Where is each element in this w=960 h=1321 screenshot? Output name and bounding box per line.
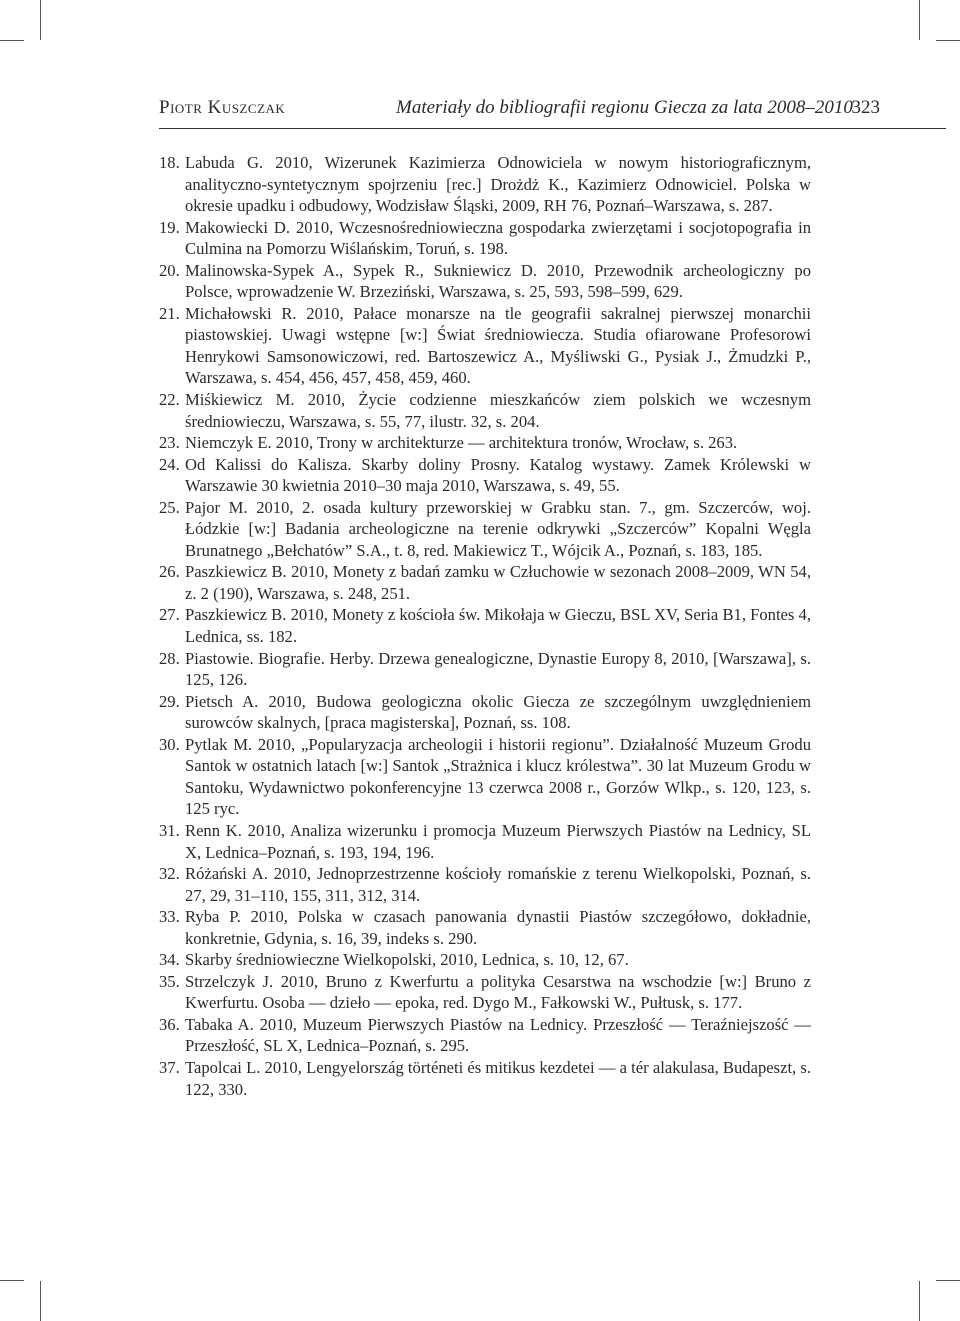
reference-number: 21. [159, 303, 180, 323]
header-author: Piotr Kuszczak [159, 97, 286, 118]
reference-number: 29. [159, 691, 180, 711]
crop-mark-bottom-left-horizontal [0, 1280, 24, 1281]
reference-text: Pytlak M. 2010, „Popularyzacja archeologii i historii regionu”. Działalność Muzeum Grodu Santok w ostatnich latach [w:] Santok „Strażnica i klucz królestwa”. 30 lat Muzeum Grodu w Santoku, Wydawnictwo pokonferencyjne 13 czerwca 2008 r., Gorzów Wlkp., s. 120, 123, s. 125 ryc. [185, 734, 811, 819]
reference-number: 33. [159, 907, 180, 927]
reference-number: 37. [159, 1057, 180, 1077]
header-rule [159, 128, 946, 129]
reference-text: Niemczyk E. 2010, Trony w architekturze — architektura tronów, Wrocław, s. 263. [185, 433, 738, 453]
reference-item [159, 152, 811, 217]
reference-item [159, 260, 811, 303]
reference-item [159, 561, 811, 604]
crop-mark-bottom-left [40, 1281, 41, 1321]
reference-number: 18. [159, 153, 180, 172]
reference-item [159, 949, 811, 971]
running-header [159, 97, 883, 127]
reference-item [159, 691, 811, 734]
reference-item [159, 217, 811, 260]
header-journal-title: Materiały do bibliografii regionu Giecza za lata 2008–2010 [396, 97, 853, 118]
reference-number: 27. [159, 605, 180, 625]
reference-text: Ryba P. 2010, Polska w czasach panowania dynastii Piastów szczegółowo, dokładnie, konkretnie, Gdynia, s. 16, 39, indeks s. 290. [185, 907, 811, 948]
reference-text: Piastowie. Biografie. Herby. Drzewa genealogiczne, Dynastie Europy 8, 2010, [Warszawa], s. 125, 126. [185, 648, 811, 690]
reference-text: Tapolcai L. 2010, Lengyelország történeti és mitikus kezdetei — a tér alakulasa, Budapeszt, s. 122, 330. [185, 1057, 811, 1099]
crop-mark-top-right [919, 0, 920, 40]
reference-item [159, 820, 811, 863]
reference-number: 30. [159, 734, 180, 754]
reference-item [159, 971, 811, 1014]
reference-item [159, 454, 811, 497]
reference-number: 31. [159, 820, 180, 840]
reference-text: Paszkiewicz B. 2010, Monety z kościoła św. Mikołaja w Gieczu, BSL XV, Seria B1, Fontes 4, Lednica, ss. 182. [185, 605, 811, 647]
reference-text: Pajor M. 2010, 2. osada kultury przeworskiej w Grabku stan. 7., gm. Szczerców, woj. Łódzkie [w:] Badania archeologiczne na terenie odkrywki „Szczerców” Kopalni Węgla Brunatnego „Bełchatów” S.A., t. 8, red. Makiewicz T., Wójcik A., Poznań, s. 183, 185. [185, 497, 811, 560]
reference-number: 36. [159, 1014, 180, 1034]
page-number: 323 [851, 97, 880, 118]
crop-mark-top-left-horizontal [0, 40, 24, 41]
reference-item [159, 303, 811, 389]
reference-number: 32. [159, 864, 180, 884]
reference-text: Miśkiewicz M. 2010, Życie codzienne mieszkańców ziem polskich we wczesnym średniowieczu, Warszawa, s. 55, 77, ilustr. 32, s. 204. [185, 390, 811, 431]
reference-text: Skarby średniowieczne Wielkopolski, 2010, Lednica, s. 10, 12, 67. [185, 950, 629, 970]
crop-mark-bottom-right [919, 1281, 920, 1321]
reference-number: 28. [159, 648, 180, 668]
crop-mark-bottom-right-horizontal [936, 1280, 960, 1281]
reference-text: Malinowska-Sypek A., Sypek R., Sukniewicz D. 2010, Przewodnik archeologiczny po Polsce, wprowadzenie W. Brzeziński, Warszawa, s. 25, 593, 598–599, 629. [185, 260, 811, 302]
reference-item [159, 863, 811, 906]
reference-item [159, 906, 811, 949]
reference-text: Różański A. 2010, Jednoprzestrzenne kościoły romańskie z terenu Wielkopolski, Poznań, s. 27, 29, 31–110, 155, 311, 312, 314. [185, 864, 811, 905]
crop-mark-top-left [40, 0, 41, 40]
reference-item [159, 604, 811, 647]
reference-number: 26. [159, 562, 180, 582]
reference-item [159, 1057, 811, 1100]
reference-number: 25. [159, 497, 180, 517]
reference-number: 22. [159, 390, 180, 410]
reference-number: 23. [159, 433, 180, 453]
reference-number: 34. [159, 950, 180, 970]
reference-item [159, 648, 811, 691]
reference-number: 20. [159, 260, 180, 280]
reference-item [159, 432, 811, 454]
reference-item [159, 497, 811, 562]
reference-list [159, 152, 811, 1100]
crop-mark-top-right-horizontal [936, 40, 960, 41]
reference-text: Strzelczyk J. 2010, Bruno z Kwerfurtu a polityka Cesarstwa na wschodzie [w:] Bruno z Kwerfurtu. Osoba — dzieło — epoka, red. Dygo M., Fałkowski W., Pułtusk, s. 177. [185, 971, 811, 1013]
reference-number: 24. [159, 454, 180, 474]
reference-text: Renn K. 2010, Analiza wizerunku i promocja Muzeum Pierwszych Piastów na Lednicy, SL X, Lednica–Poznań, s. 193, 194, 196. [185, 820, 811, 862]
reference-text: Labuda G. 2010, Wizerunek Kazimierza Odnowiciela w nowym historiograficznym, analityczno-syntetycznym spojrzeniu [rec.] Drożdż K., Kazimierz Odnowiciel. Polska w okresie upadku i odbudowy, Wodzisław Śląski, 2009, RH 76, Poznań–Warszawa, s. 287. [185, 153, 811, 216]
reference-text: Od Kalissi do Kalisza. Skarby doliny Prosny. Katalog wystawy. Zamek Królewski w Warszawie 30 kwietnia 2010–30 maja 2010, Warszawa, s. 49, 55. [185, 454, 811, 496]
reference-number: 35. [159, 971, 180, 991]
reference-text: Paszkiewicz B. 2010, Monety z badań zamku w Człuchowie w sezonach 2008–2009, WN 54, z. 2 (190), Warszawa, s. 248, 251. [185, 562, 811, 603]
reference-text: Pietsch A. 2010, Budowa geologiczna okolic Giecza ze szczególnym uwzględnieniem surowców skalnych, [praca magisterska], Poznań, ss. 108. [185, 691, 811, 733]
reference-text: Michałowski R. 2010, Pałace monarsze na tle geografii sakralnej pierwszej monarchii piastowskiej. Uwagi wstępne [w:] Świat średniowiecza. Studia ofiarowane Profesorowi Henrykowi Samsonowiczowi, red. Bartoszewicz A., Myśliwski G., Pysiak J., Żmudzki P., Warszawa, s. 454, 456, 457, 458, 459, 460. [185, 303, 811, 388]
reference-text: Makowiecki D. 2010, Wczesnośredniowieczna gospodarka zwierzętami i socjotopografia in Culmina na Pomorzu Wiślańskim, Toruń, s. 198. [185, 217, 811, 259]
reference-text: Tabaka A. 2010, Muzeum Pierwszych Piastów na Lednicy. Przeszłość — Teraźniejszość — Przeszłość, SL X, Lednica–Poznań, s. 295. [185, 1014, 811, 1056]
reference-number: 19. [159, 217, 180, 237]
reference-item [159, 389, 811, 432]
reference-item [159, 1014, 811, 1057]
reference-item [159, 734, 811, 820]
